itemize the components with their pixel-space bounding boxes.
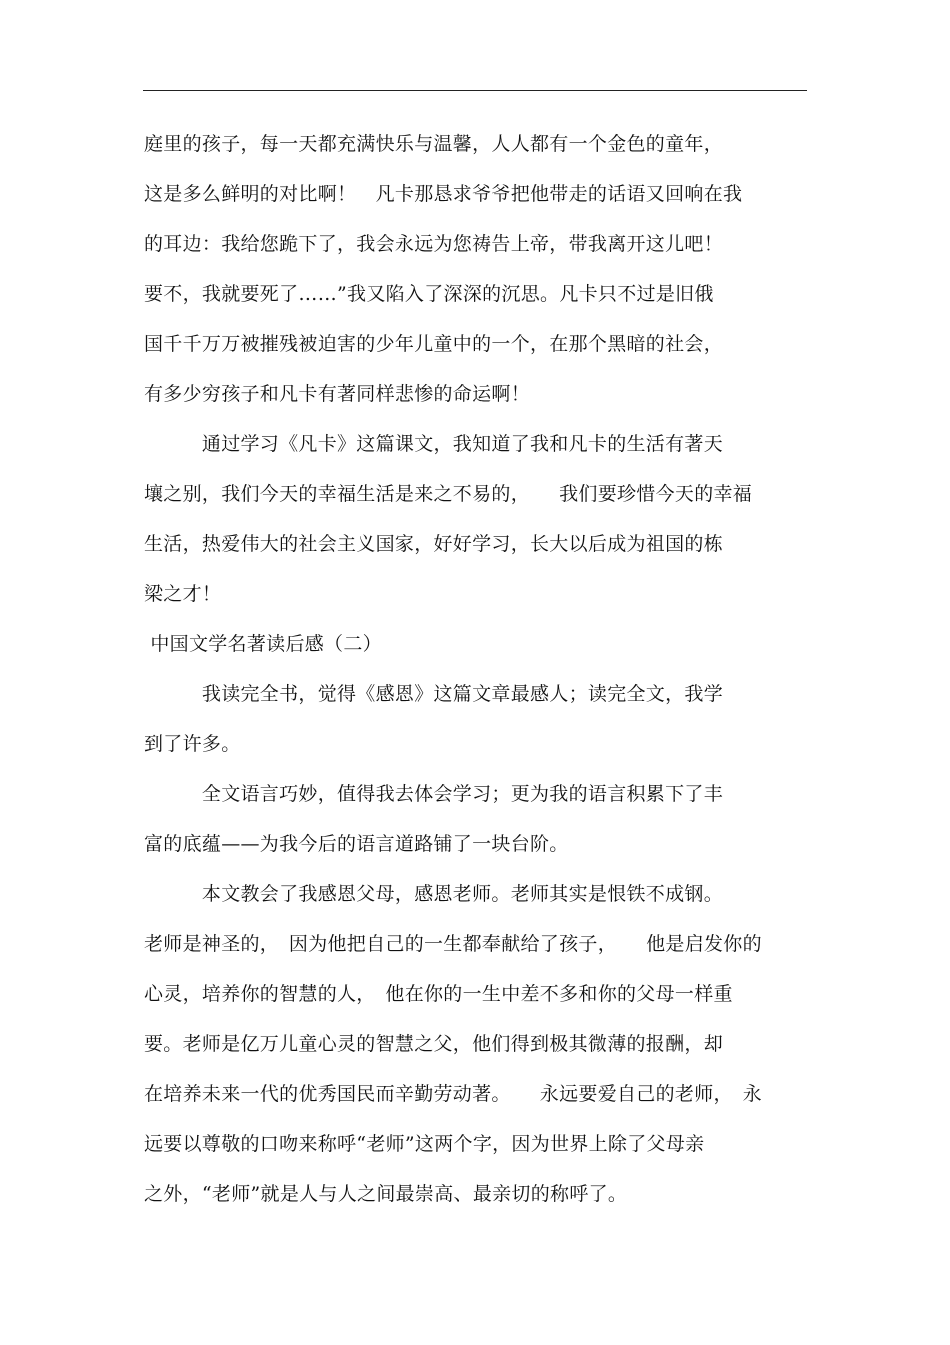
text-line: 庭里的孩子，每一天都充满快乐与温馨，人人都有一个金色的童年，	[144, 133, 724, 155]
paragraph-start-line: 全文语言巧妙，值得我去体会学习；更为我的语言积累下了丰	[144, 783, 724, 805]
header-rule	[143, 90, 807, 91]
text-line: 之外，“老师”就是人与人之间最崇高、最亲切的称呼了。	[144, 1183, 628, 1205]
text-line: 壤之别，我们今天的幸福生活是来之不易的， 我们要珍惜今天的幸福	[144, 483, 753, 505]
text-line: 远要以尊敬的口吻来称呼“老师”这两个字，因为世界上除了父母亲	[144, 1133, 705, 1155]
text-line: 在培养未来一代的优秀国民而辛勤劳动著。 永远要爱自己的老师， 永	[144, 1083, 762, 1105]
paragraph-start-line: 本文教会了我感恩父母，感恩老师。老师其实是恨铁不成钢。	[144, 883, 724, 905]
text-line: 梁之才！	[144, 583, 222, 605]
section-heading: 中国文学名著读后感（二）	[144, 633, 382, 655]
text-line: 有多少穷孩子和凡卡有著同样悲惨的命运啊！	[144, 383, 531, 405]
paragraph-start-line: 通过学习《凡卡》这篇课文，我知道了我和凡卡的生活有著天	[144, 433, 724, 455]
text-line: 生活，热爱伟大的社会主义国家，好好学习，长大以后成为祖国的栋	[144, 533, 724, 555]
text-line: 要不，我就要死了……”我又陷入了深深的沉思。凡卡只不过是旧俄	[144, 283, 714, 305]
text-line: 要。老师是亿万儿童心灵的智慧之父，他们得到极其微薄的报酬，却	[144, 1033, 724, 1055]
text-line: 到了许多。	[144, 733, 241, 755]
text-line: 国千千万万被摧残被迫害的少年儿童中的一个，在那个黑暗的社会，	[144, 333, 724, 355]
text-line: 富的底蕴——为我今后的语言道路铺了一块台阶。	[144, 833, 569, 855]
text-line: 这是多么鲜明的对比啊！ 凡卡那恳求爷爷把他带走的话语又回响在我	[144, 183, 743, 205]
text-line: 老师是神圣的， 因为他把自己的一生都奉献给了孩子， 他是启发你的	[144, 933, 762, 955]
paragraph-start-line: 我读完全书，觉得《感恩》这篇文章最感人；读完全文，我学	[144, 683, 724, 705]
text-line: 的耳边：我给您跪下了，我会永远为您祷告上帝，带我离开这儿吧！	[144, 233, 724, 255]
text-line: 心灵，培养你的智慧的人， 他在你的一生中差不多和你的父母一样重	[144, 983, 733, 1005]
